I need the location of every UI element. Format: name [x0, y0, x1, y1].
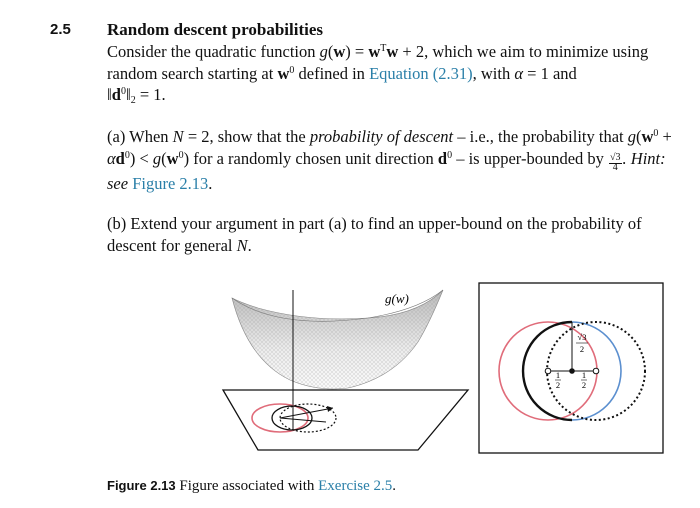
- figure-link[interactable]: Figure 2.13: [132, 173, 209, 193]
- half-left-num: 1: [555, 370, 561, 380]
- exercise-title: Random descent probabilities: [107, 20, 323, 39]
- surface-plot-svg: [218, 270, 473, 465]
- exercise-part-b: (b) Extend your argument in part (a) to find an upper-bound on the probability of descent for general N.: [107, 214, 642, 255]
- center-point-dotted: [593, 368, 599, 374]
- equation-link[interactable]: Equation (2.31): [369, 63, 473, 83]
- center-point-blue: [569, 368, 575, 374]
- half-right-den: 2: [581, 380, 587, 390]
- center-point-red: [545, 368, 551, 374]
- exercise-number: 2.5: [50, 21, 71, 38]
- second-direction-line: [280, 418, 326, 422]
- surface-label: g(w): [385, 291, 409, 306]
- quadratic-bowl-surface: [232, 290, 443, 389]
- figure-caption: Figure 2.13 Figure associated with Exercise 2.5.: [107, 478, 397, 494]
- direction-arrowhead: [327, 406, 333, 412]
- sqrt3-label-den: 2: [579, 344, 585, 354]
- half-right-num: 1: [581, 370, 587, 380]
- base-plane: [223, 390, 468, 450]
- diagram-frame: [479, 283, 663, 453]
- exercise-link[interactable]: Exercise 2.5: [318, 478, 393, 494]
- exercise-part-a: (a) When N = 2, show that the probability of descent – i.e., the probability that $g(w^0 + \alpha d^0) < g(w^0)$ for a randomly chosen unit direction $d^0$ – is upper-bounded by $\frac{√3}{4}$. Hint: see Figure 2.13.: [107, 127, 672, 193]
- black-ellipse: [272, 406, 312, 430]
- exercise-intro: Consider the quadratic function $g(w) = w^Tw + 2$, which we aim to minimize using random search starting at $w^0$ defined in Equation (2.31), with α = 1 and $‖d^0‖_2 = 1$.: [107, 42, 649, 106]
- surface-plot-figure: [218, 270, 473, 465]
- half-left-den: 2: [555, 380, 561, 390]
- sqrt3-label-num: √3: [577, 332, 587, 342]
- circles-diagram-figure: [478, 282, 664, 454]
- caption-label: Figure 2.13: [107, 478, 176, 493]
- circles-diagram-svg: [478, 282, 664, 454]
- sqrt3-over-4-fraction: $\frac{√3}{4}$: [610, 151, 621, 173]
